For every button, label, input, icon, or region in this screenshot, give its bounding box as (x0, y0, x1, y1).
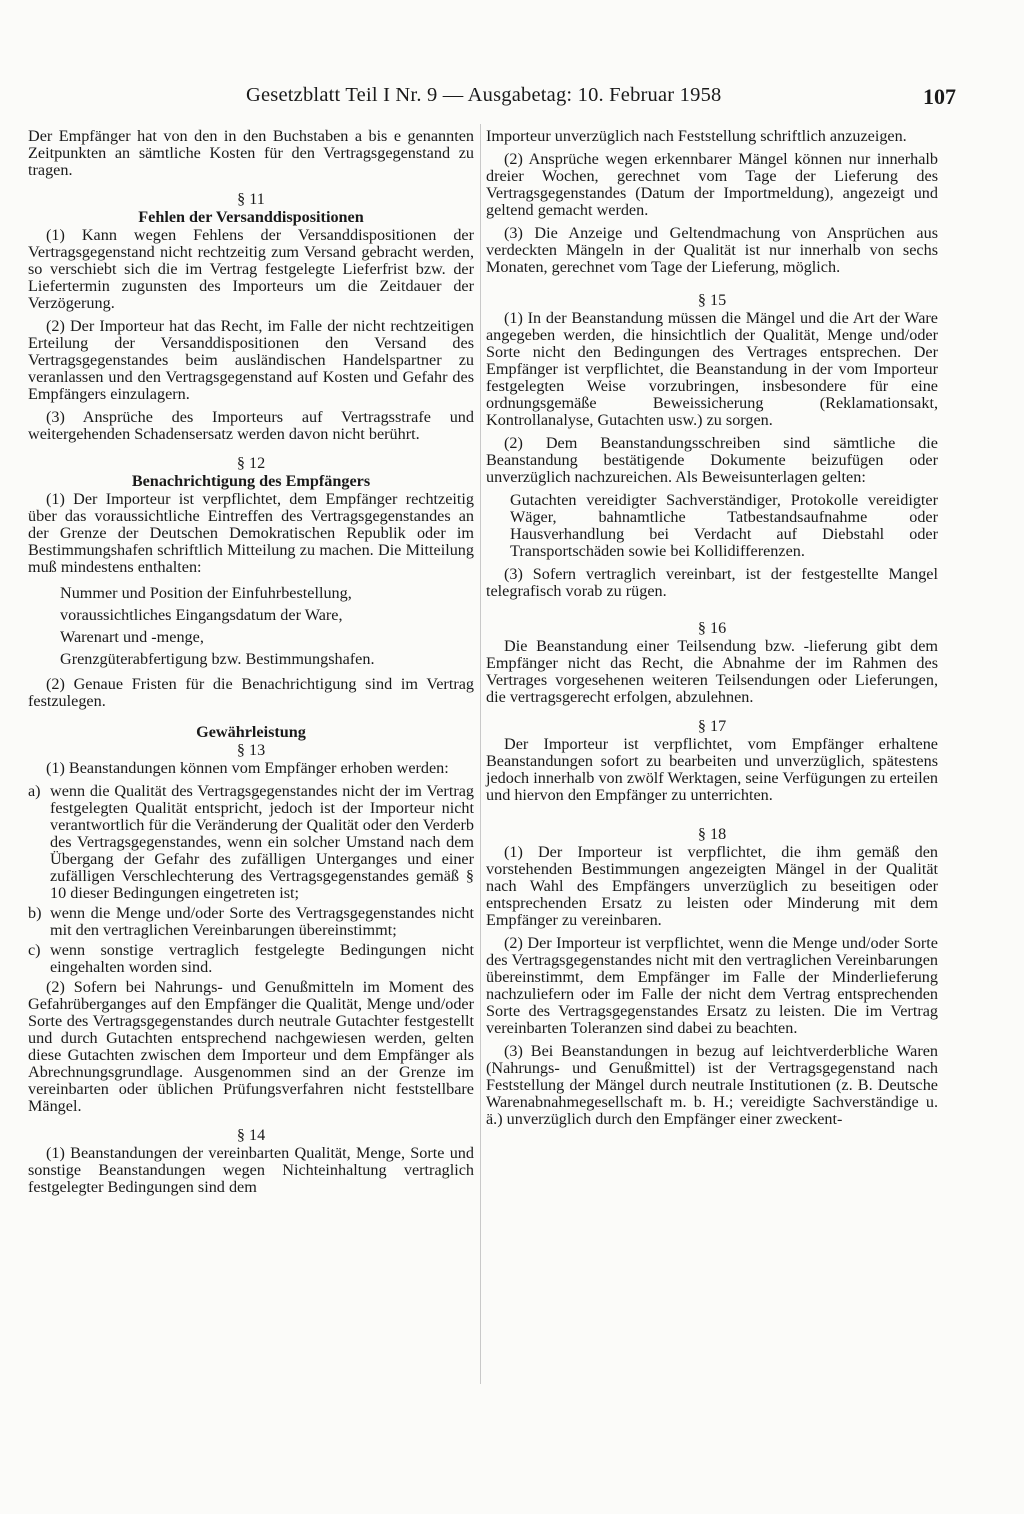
list-item: Nummer und Position der Einfuhrbestellung, (60, 584, 352, 602)
evidence-list: Gutachten vereidigter Sachverständiger, Protokolle vereidigter Wäger, bahnamtliche Tatbestandsaufnahme oder Hausverhandlung bei Verdacht auf Diebstahl oder Transportschäden sowie bei Kollidifferenzen. (510, 491, 938, 560)
list-item (28, 905, 474, 939)
section-12-sign: § 12 (236, 454, 266, 472)
header-title: Gesetzblatt Teil I Nr. 9 — Ausgabetag: 10. Februar 1958 (246, 84, 722, 106)
column-divider (480, 124, 481, 1384)
item-text: wenn die Qualität des Vertragsgegenstandes nicht der im Vertrag festgelegten Qualität entspricht, jedoch ist der Importeur nicht verantwortlich für die Veränderung der Qualität oder den Verderb des Vertragsgegenstandes, wenn ein solcher Umstand nach dem Übergang der Gefahr des zufälligen Unterganges und einer zufälligen Verschlechterung des Vertragsgegenstandes gemäß § 10 dieser Bedingungen eingetreten ist; (50, 782, 474, 902)
notification-content-list (60, 582, 474, 670)
section-16-para-1: Die Beanstandung einer Teilsendung bzw. -lieferung gibt dem Empfänger nicht das Recht, die Abnahme der im Rahmen des Vertrages vorgesehenen weiteren Teilsendungen oder Lieferungen, die vertragsgerecht erfolgen, abzulehnen. (486, 637, 938, 706)
left-column (28, 128, 474, 1202)
section-18-para-2: (2) Der Importeur ist verpflichtet, wenn die Menge und/oder Sorte des Vertragsgegenstandes nicht mit den vertraglichen Vereinbarungen übereinstimmt, dem Empfänger im Falle der Minderlieferung nachzuliefern oder im Falle der nicht dem Vertrag entsprechenden Sorte des Vertragsgegenstandes Ersatz zu leisten. Die im Vertrag vereinbarten Toleranzen sind dabei zu beachten. (486, 934, 938, 1037)
section-12-para-2: (2) Genaue Fristen für die Benachrichtigung sind im Vertrag festzulegen. (28, 675, 474, 710)
section-18-para-1: (1) Der Importeur ist verpflichtet, die ihm gemäß den vorstehenden Bestimmungen angezeigten Mängel in der Qualität nach Wahl des Empfängers unverzüglich zu beseitigen oder entsprechenden Ersatz zu leisten oder Minderung mit dem Empfänger zu vereinbaren. (486, 843, 938, 929)
section-13-para-1: (1) Beanstandungen können vom Empfänger erhoben werden: (46, 759, 449, 777)
section-13-sign: § 13 (236, 741, 266, 759)
section-15-sign: § 15 (697, 291, 727, 309)
section-11-para-2: (2) Der Importeur hat das Recht, im Falle der nicht rechtzeitigen Erteilung der Versanddispositionen den Versand des Vertragsgegenstandes beim ausländischen Handelspartner zu veranlassen und den Vertragsgegenstand auf Kosten und Gefahr des Empfängers einzulagern. (28, 317, 474, 403)
list-item: Warenart und -menge, (60, 628, 204, 646)
section-11-title: Fehlen der Versanddispositionen (138, 208, 364, 226)
section-17-para-1: Der Importeur ist verpflichtet, vom Empfänger erhaltene Beanstandungen sofort zu bearbeiten und unverzüglich, spätestens jedoch innerhalb von zwölf Werktagen, seine Verfügungen zu erteilen und hiervon den Empfänger zu unterrichten. (486, 735, 938, 804)
item-label: c) (28, 941, 41, 959)
item-text: wenn die Menge und/oder Sorte des Vertragsgegenstandes nicht mit den vertraglichen Vereinbarungen übereinstimmt; (50, 904, 474, 939)
section-13-para-2: (2) Sofern bei Nahrungs- und Genußmitteln im Moment des Gefahrüberganges auf den Empfänger die Qualität, Menge und/oder Sorte des Vertragsgegenstandes durch neutrale Gutachter festgestellt und durch Gutachten entsprechend nachgewiesen werden, gelten diese Gutachten zwischen dem Importeur und dem Empfänger als Abrechnungsgrundlage. Ausgenommen sind an der Grenze im vereinbarten oder üblichen Prüfungsverfahren nicht feststellbare Mängel. (28, 978, 474, 1115)
section-14-para-1: (1) Beanstandungen der vereinbarten Qualität, Menge, Sorte und sonstige Beanstandungen wegen Nichteinhaltung vertraglich festgelegter Bedingungen sind dem (28, 1144, 474, 1196)
section-18-sign: § 18 (697, 825, 727, 843)
section-12-para-1: (1) Der Importeur ist verpflichtet, dem Empfänger rechtzeitig über das voraussichtliche Eintreffen des Vertragsgegenstandes an der Grenze der Deutschen Demokratischen Republik oder im Bestimmungshafen schriftlich Mitteilung zu machen. Die Mitteilung muß mindestens enthalten: (28, 490, 474, 576)
right-column (486, 128, 938, 1134)
intro-paragraph: Der Empfänger hat von den in den Buchstaben a bis e genannten Zeitpunkten an sämtliche Kosten für den Vertragsgegenstand zu tragen. (28, 127, 474, 179)
section-15-para-3: (3) Sofern vertraglich vereinbart, ist der festgestellte Mangel telegrafisch vorab zu rügen. (486, 565, 938, 600)
section-15-para-2: (2) Dem Beanstandungsschreiben sind sämtliche die Beanstandung bestätigende Dokumente beizufügen oder unverzüglich nachzureichen. Als Beweisunterlagen gelten: (486, 434, 938, 486)
list-item (28, 942, 474, 976)
section-15-para-1: (1) In der Beanstandung müssen die Mängel und die Art der Ware angegeben werden, die hinsichtlich der Qualität, Menge und/oder Sorte nicht den Bedingungen des Vertrages entsprechen. Der Empfänger ist verpflichtet, die Beanstandung in der vom Importeur festgelegten Weise vorzubringen, insbesondere für eine ordnungsgemäße Beweissicherung (Reklamationsakt, Kontrollanalyse, Gutachten usw.) zu sorgen. (486, 309, 938, 429)
section-14-sign: § 14 (236, 1126, 266, 1144)
section-13-heading: Gewährleistung (196, 723, 306, 741)
section-17-sign: § 17 (697, 717, 727, 735)
section-11-para-1: (1) Kann wegen Fehlens der Versanddispositionen der Vertragsgegenstand nicht rechtzeitig zum Versand gebracht werden, so verschiebt sich die im Vertrag festgelegte Lieferfrist bzw. der Liefertermin zugunsten des Importeurs um die Zeitdauer der Verzögerung. (28, 226, 474, 312)
section-14-continuation: Importeur unverzüglich nach Feststellung schriftlich anzuzeigen. (486, 127, 907, 145)
page-number: 107 (923, 84, 956, 109)
item-label: a) (28, 782, 41, 800)
item-text: wenn sonstige vertraglich festgelegte Bedingungen nicht eingehalten worden sind. (50, 941, 474, 976)
section-18-para-3: (3) Bei Beanstandungen in bezug auf leichtverderbliche Waren (Nahrungs- und Genußmittel) ist der Vertragsgegenstand nach Feststellung der Mängel durch neutrale Institutionen (z. B. Deutsche Warenabnahmegesellschaft m. b. H.; vereidigte Sachverständige u. ä.) unverzüglich durch den Empfänger einer zweckent- (486, 1042, 938, 1128)
section-14-para-2: (2) Ansprüche wegen erkennbarer Mängel können nur innerhalb dreier Wochen, gerechnet vom Tage der Lieferung des Vertragsgegenstandes (Datum der Importmeldung), angezeigt und geltend gemacht werden. (486, 150, 938, 219)
list-item: Grenzgüterabfertigung bzw. Bestimmungshafen. (60, 650, 375, 668)
list-item: voraussichtliches Eingangsdatum der Ware, (60, 606, 343, 624)
item-label: b) (28, 904, 42, 922)
section-12-title: Benachrichtigung des Empfängers (131, 472, 371, 490)
section-16-sign: § 16 (697, 619, 727, 637)
section-11-sign: § 11 (237, 190, 265, 208)
list-item (28, 783, 474, 902)
section-14-para-3: (3) Die Anzeige und Geltendmachung von Ansprüchen aus verdeckten Mängeln in der Qualität ist nur innerhalb von sechs Monaten, gerechnet vom Tage der Lieferung, möglich. (486, 224, 938, 276)
section-11-para-3: (3) Ansprüche des Importeurs auf Vertragsstrafe und weitergehenden Schadensersatz werden davon nicht berührt. (28, 408, 474, 443)
page-header (246, 84, 956, 114)
